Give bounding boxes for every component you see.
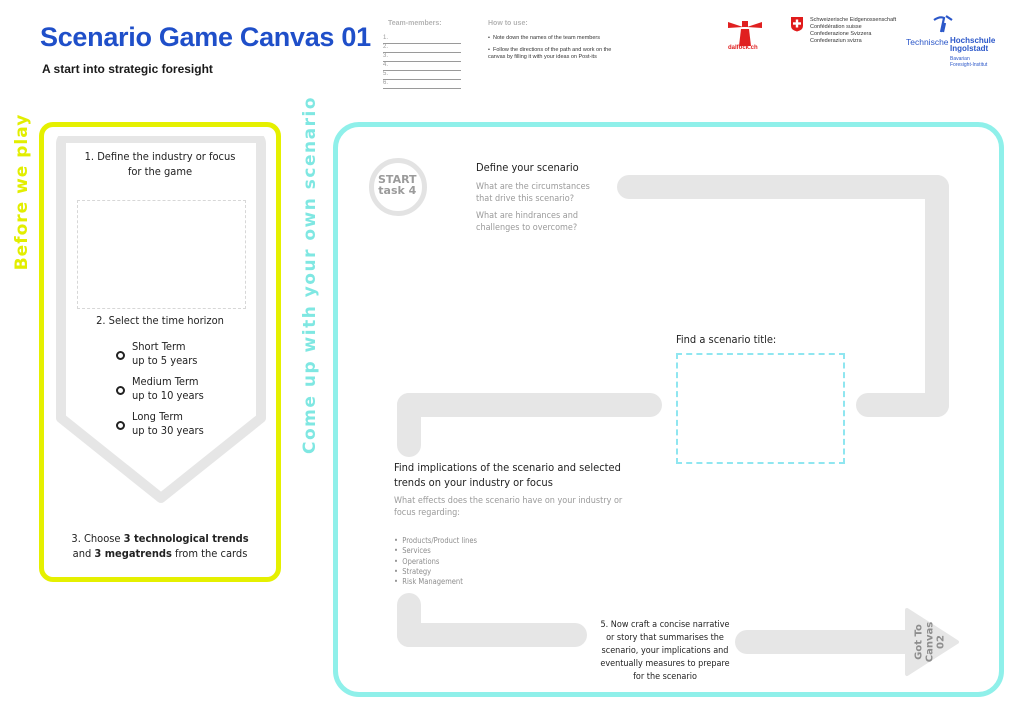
- team-line-3[interactable]: 3.: [383, 53, 461, 62]
- team-members-label: Team-members:: [388, 20, 442, 27]
- team-line-6[interactable]: 6.: [383, 80, 461, 89]
- howto-item-2: • Follow the directions of the path and work on the canvas by filling it with your ideas on Post-its: [488, 47, 612, 60]
- option-radio-medium[interactable]: [116, 386, 125, 395]
- page-title: Scenario Game Canvas 01: [40, 22, 371, 52]
- thi-sub-text: Bavarian Foresight-Institut: [950, 56, 988, 68]
- step1-text: 1. Define the industry or focus: [84, 150, 236, 163]
- find-title-label: Find a scenario title:: [676, 333, 777, 346]
- narrative-text: 5. Now craft a concise narrative or story that summarises the scenario, your implications and eventually measures to prepare for the scenario: [600, 620, 730, 682]
- swiss-cross-icon: [790, 16, 804, 32]
- option-radio-short[interactable]: [116, 351, 125, 360]
- option-radio-long[interactable]: [116, 421, 125, 430]
- scenario-title-input-area[interactable]: [676, 353, 845, 464]
- team-line-4[interactable]: 4.: [383, 62, 461, 71]
- before-we-play-label: Before we play: [12, 113, 32, 271]
- path-bottom-a: [397, 623, 587, 647]
- path-right-return: [856, 393, 949, 417]
- thi-left-text: Technische: [906, 37, 949, 47]
- path-middle: [397, 393, 662, 417]
- industry-input-area[interactable]: [77, 200, 246, 309]
- thi-logo-icon: [932, 14, 956, 34]
- come-up-label: Come up with your own scenario: [300, 96, 320, 454]
- path-left-down: [397, 393, 421, 457]
- implications-title: Find implications of the scenario and selected trends on your industry or focus: [394, 461, 621, 489]
- howto-item-1: • Note down the names of the team members: [488, 35, 600, 41]
- option-long-term: Long Term up to 30 years: [132, 410, 204, 437]
- team-line-5[interactable]: 5.: [383, 71, 461, 80]
- implications-question: What effects does the scenario have on your industry or focus regarding:: [394, 496, 623, 518]
- option-medium-term: Medium Term up to 10 years: [132, 375, 204, 402]
- implications-bullets: • Products/Product lines • Services • Operations • Strategy • Risk Management: [394, 536, 478, 587]
- define-scenario-title: Define your scenario: [476, 161, 579, 174]
- start-task-label: START task 4: [378, 173, 417, 197]
- path-right-down: [925, 175, 949, 417]
- option-short-term: Short Term up to 5 years: [132, 340, 198, 367]
- team-line-2[interactable]: 2.: [383, 44, 461, 53]
- step2-text: 2. Select the time horizon: [96, 314, 224, 327]
- team-line-1[interactable]: 1.: [383, 35, 461, 44]
- goto-canvas-02-label[interactable]: Got To Canvas 02: [913, 621, 947, 663]
- dalfock-text: dalfock.ch: [728, 45, 758, 51]
- define-question-2: What are hindrances and challenges to overcome?: [476, 211, 579, 233]
- step3-text: 3. Choose 3 technological trends and 3 megatrends from the cards: [71, 532, 249, 560]
- step1-text-cont: for the game: [127, 165, 193, 178]
- how-to-label: How to use:: [488, 20, 528, 27]
- thi-right-text: Hochschule Ingolstadt: [950, 36, 996, 53]
- define-question-1: What are the circumstances that drive this scenario?: [476, 182, 590, 204]
- page-subtitle: A start into strategic foresight: [42, 62, 213, 76]
- swiss-confed-text: Schweizerische Eidgenossenschaft Confédération suisse Confederazione Svizzera Confederaziun svizra: [810, 17, 897, 44]
- path-top: [617, 175, 949, 199]
